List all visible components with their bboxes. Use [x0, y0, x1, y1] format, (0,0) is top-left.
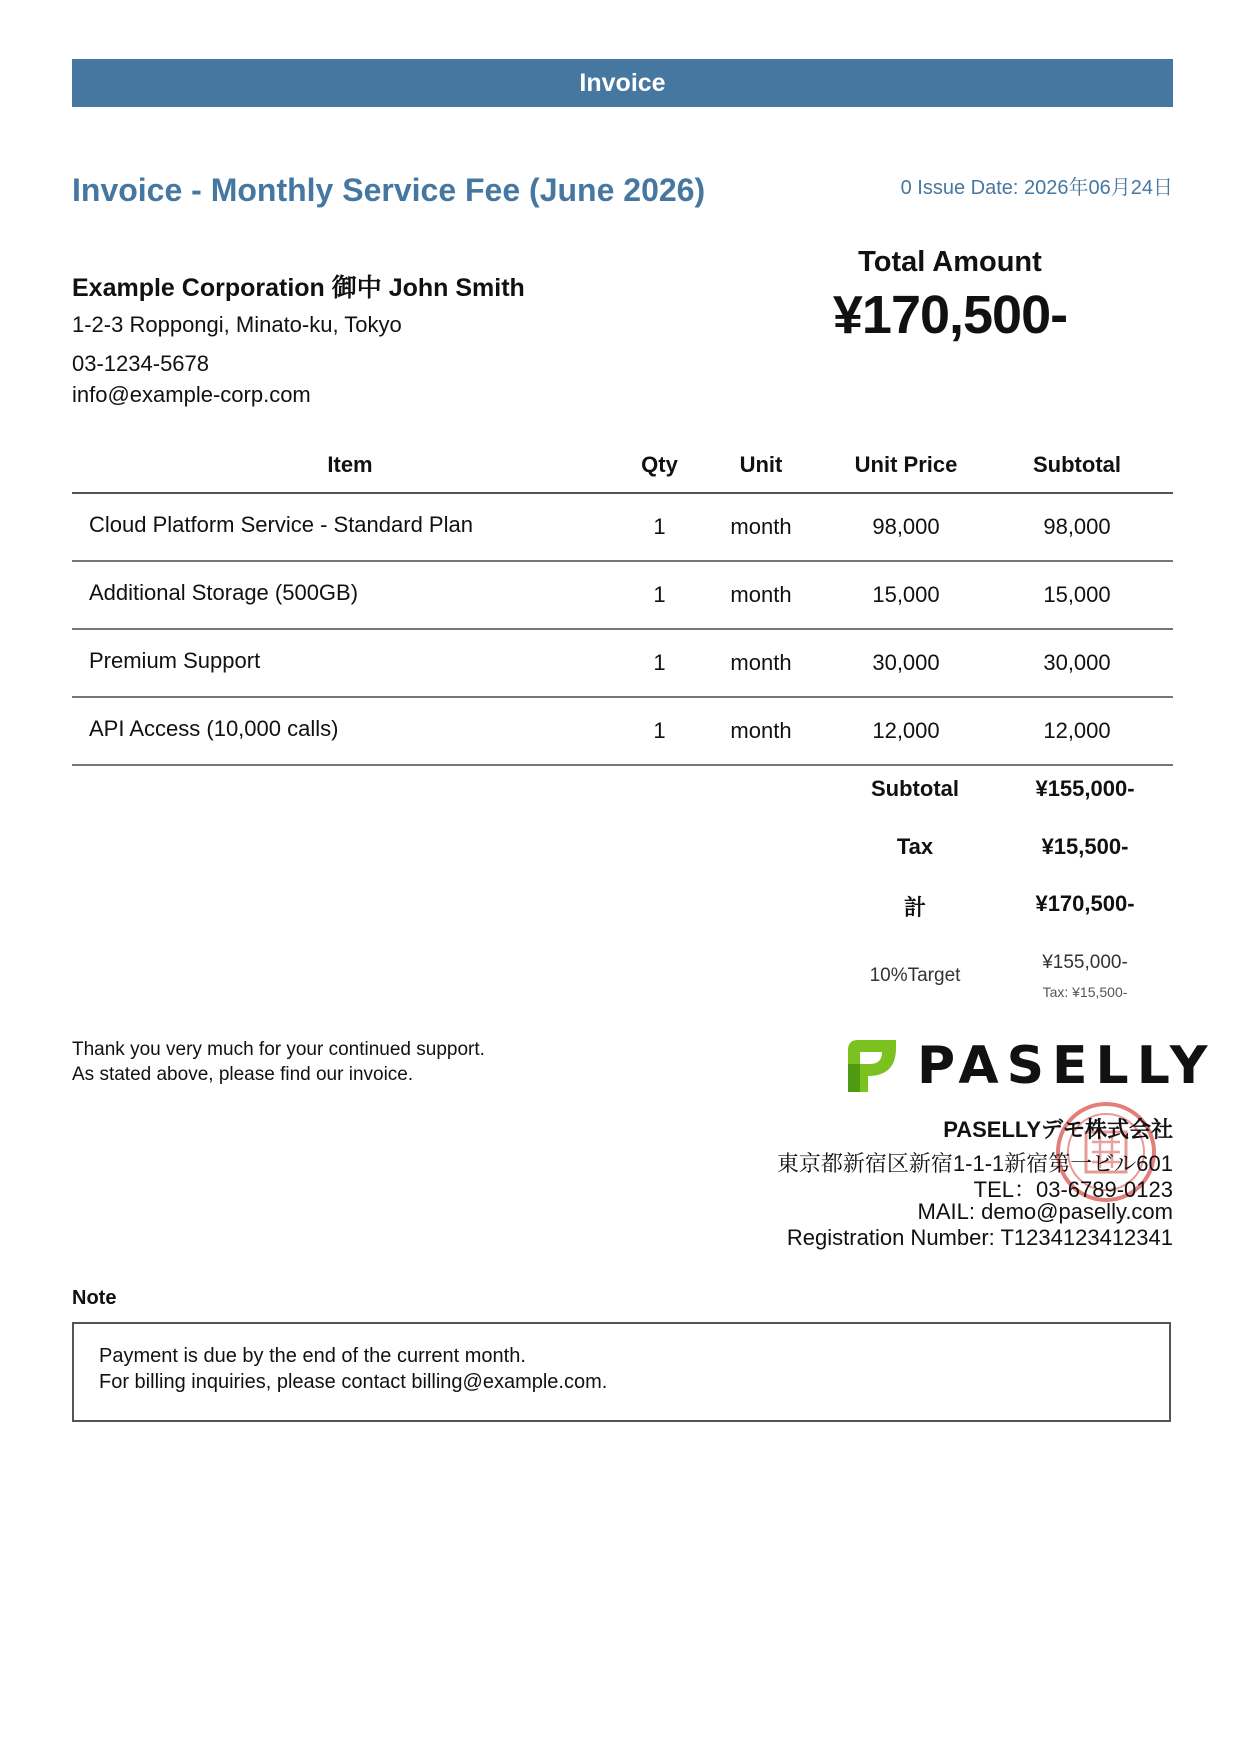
tax-rate-amount: ¥155,000-: [1042, 952, 1128, 973]
item-name: Premium Support: [72, 629, 628, 697]
item-unit: month: [691, 561, 831, 629]
invoice-intro-line: As stated above, please find our invoice.: [72, 1064, 414, 1085]
total-amount-value: ¥170,500-: [832, 285, 1068, 345]
table-row: [72, 561, 1173, 629]
invoice-banner: Invoice: [72, 59, 1173, 107]
tax-rate-tax: Tax: ¥15,500-: [1042, 984, 1128, 1000]
column-header-qty: Qty: [628, 437, 691, 493]
summary-subtotal-label: Subtotal: [871, 776, 959, 801]
issuer-address: 東京都新宿区新宿1-1-1新宿第一ビル601: [776, 1151, 1173, 1176]
customer-email: info@example-corp.com: [72, 382, 311, 407]
item-unit-price: 12,000: [831, 697, 981, 765]
summary-subtotal-value: ¥155,000-: [1035, 776, 1135, 801]
summary-total-label: 計: [903, 895, 926, 920]
customer-address: 1-2-3 Roppongi, Minato-ku, Tokyo: [72, 312, 402, 337]
issuer-registration-number: Registration Number: T1234123412341: [786, 1225, 1173, 1250]
paselly-logo-icon: [842, 1034, 904, 1096]
item-unit: month: [691, 697, 831, 765]
issue-date: 0 Issue Date: 2026年06月24日: [900, 177, 1173, 199]
page-title: Invoice - Monthly Service Fee (June 2026): [72, 172, 706, 208]
summary-total-value: ¥170,500-: [1035, 891, 1135, 916]
item-qty: 1: [628, 629, 691, 697]
table-row: [72, 493, 1173, 561]
item-qty: 1: [628, 493, 691, 561]
thank-you-line: Thank you very much for your continued support.: [72, 1039, 485, 1060]
column-header-item: Item: [72, 437, 628, 493]
company-logo: [842, 1034, 1216, 1096]
item-unit: month: [691, 629, 831, 697]
item-unit-price: 15,000: [831, 561, 981, 629]
column-header-unit-price: Unit Price: [831, 437, 981, 493]
item-subtotal: 12,000: [981, 697, 1173, 765]
item-name: Cloud Platform Service - Standard Plan: [72, 493, 628, 561]
issuer-mail: MAIL: demo@paselly.com: [917, 1199, 1173, 1224]
issuer-company-name: PASELLYデモ株式会社: [943, 1117, 1173, 1142]
note-line: Payment is due by the end of the current month.: [99, 1345, 526, 1367]
column-header-unit: Unit: [691, 437, 831, 493]
item-unit-price: 98,000: [831, 493, 981, 561]
item-name: API Access (10,000 calls): [72, 697, 628, 765]
items-table: [72, 437, 1173, 766]
summary-tax-value: ¥15,500-: [1041, 834, 1129, 859]
item-qty: 1: [628, 697, 691, 765]
item-name: Additional Storage (500GB): [72, 561, 628, 629]
item-subtotal: 15,000: [981, 561, 1173, 629]
item-subtotal: 30,000: [981, 629, 1173, 697]
total-amount-label: Total Amount: [858, 246, 1042, 278]
logo-wordmark: PASELLY: [917, 1036, 1216, 1096]
column-header-subtotal: Subtotal: [981, 437, 1173, 493]
item-subtotal: 98,000: [981, 493, 1173, 561]
item-unit: month: [691, 493, 831, 561]
summary-tax-label: Tax: [896, 834, 934, 859]
table-row: [72, 629, 1173, 697]
item-unit-price: 30,000: [831, 629, 981, 697]
table-row: [72, 697, 1173, 765]
item-qty: 1: [628, 561, 691, 629]
note-box: [72, 1322, 1171, 1422]
note-label: Note: [72, 1287, 117, 1309]
note-line: For billing inquiries, please contact billing@example.com.: [99, 1371, 608, 1393]
customer-phone: 03-1234-5678: [72, 351, 210, 376]
items-header-row: [72, 437, 1173, 493]
issuer-tel: TEL：03-6789-0123: [973, 1177, 1173, 1202]
customer-name: Example Corporation 御中 John Smith: [72, 274, 525, 302]
tax-rate-label: 10%Target: [869, 965, 961, 986]
